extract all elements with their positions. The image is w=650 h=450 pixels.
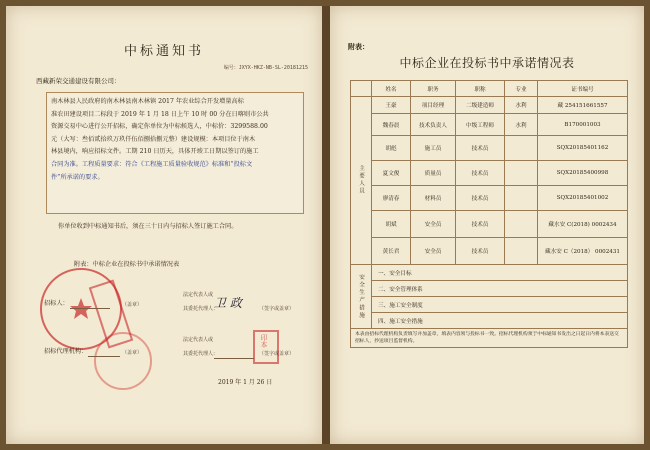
staff-cert: B170001003 (538, 114, 628, 136)
staff-role: 技术负责人 (411, 114, 456, 136)
staff-name: 廖清春 (372, 186, 411, 211)
body-line: 元（大写：叁佰贰拾玖万玖仟伍佰捌拾捌元整）建设规模：本项目位于南木 (51, 135, 256, 143)
header-role: 职务 (411, 81, 456, 97)
staff-name: 王豪 (372, 97, 411, 114)
tenderer-label: 招标人： (44, 300, 69, 307)
binding-gutter (322, 6, 330, 444)
body-line: 南木林县人民政府的南木林县南木林镇 2017 年农业综合开发增量高标 (51, 98, 244, 105)
body-line: 林县境内，响应招标文件。工期 210 日历天，具体开竣工日期以签订的施工 (51, 148, 259, 156)
award-notice-page (6, 6, 322, 444)
staff-title: 技术员 (456, 161, 505, 186)
document-number: 编号：JXYX-HKZ-NB-SL-20181215 (223, 65, 308, 71)
authorized-agent-label: 其委托代理人： (183, 306, 219, 312)
safety-item: 一、安全目标 (372, 265, 628, 281)
addressee: 西藏新荣交通建设有限公司： (36, 77, 121, 85)
safety-row (351, 281, 628, 297)
contract-instruction: 你单位收到中标通知书后，须在三十日内与招标人签订施工合同。 (58, 223, 238, 230)
body-line: 准农田建设项目二标段于 2019 年 1 月 18 日上午 10 时 00 分在日喀则市公共 (51, 110, 269, 118)
table-header-row (351, 81, 628, 97)
header-title: 职称 (456, 81, 505, 97)
table-row (351, 161, 628, 186)
staff-cert: SQX20185401162 (538, 136, 628, 161)
staff-title: 技术员 (456, 238, 505, 265)
safety-item: 三、施工安全制度 (372, 297, 628, 313)
staff-role: 安全员 (411, 238, 456, 265)
commitment-table (350, 80, 628, 348)
staff-major (505, 186, 538, 211)
staff-title: 技术员 (456, 186, 505, 211)
table-row (351, 238, 628, 265)
table-row (351, 136, 628, 161)
safety-item: 四、施工安全措施 (372, 313, 628, 329)
table-row (351, 211, 628, 238)
body-line: 资源交易中心进行公开招标，确定你单位为中标候选人，中标价：3299588.00 (51, 123, 268, 131)
staff-name: 魏春晨 (372, 114, 411, 136)
page-title: 中标通知书 (123, 44, 204, 59)
legal-rep-label: 法定代表人或 (183, 292, 214, 298)
staff-role: 施工员 (411, 136, 456, 161)
staff-title: 技术员 (456, 211, 505, 238)
safety-row (351, 297, 628, 313)
agent2-line (214, 358, 254, 359)
staff-name: 胡彪 (372, 136, 411, 161)
staff-cert: SQX20185400998 (538, 161, 628, 186)
safety-group-label: 安全生产措施 (351, 265, 372, 329)
tenderer-line (70, 308, 110, 309)
legal-rep2-label: 法定代表人或 (183, 337, 214, 343)
staff-major (505, 161, 538, 186)
signature-note: （签字或盖章） (259, 306, 295, 312)
header-major: 专业 (505, 81, 538, 97)
safety-row (351, 313, 628, 329)
signature: 卫 政 (214, 296, 242, 310)
annex-label: 附表： (348, 42, 369, 51)
staff-name: 胡斌 (372, 211, 411, 238)
agency-line (88, 356, 120, 357)
staff-cert: SQX20185401002 (538, 186, 628, 211)
staff-major: 水利 (505, 97, 538, 114)
staff-title: 二级建造师 (456, 97, 505, 114)
notice-body (46, 92, 304, 214)
rect-stamp-text: 印本 (260, 334, 268, 348)
body-line: 件”所承诺的要求。 (51, 173, 104, 181)
safety-item: 二、安全管理体系 (372, 281, 628, 297)
note-row (351, 329, 628, 348)
staff-title: 技术员 (456, 136, 505, 161)
staff-cert: 藏 254151661557 (538, 97, 628, 114)
attachment-line: 附表：中标企业在投标书中承诺情况表 (74, 261, 180, 268)
staff-cert: 藏水安 C（2018） 0002431 (538, 238, 628, 265)
safety-row (351, 265, 628, 281)
table-note: 本表由招标代理机构负责填写并加盖章，填表内容须与投标书一致。招标代理机构须于中标通知书发出之日起日内将本表送交招标人，抄送项目监督机构。 (351, 329, 628, 348)
authorized-agent2-label: 其委托代理人： (183, 351, 219, 357)
staff-role: 项目经理 (411, 97, 456, 114)
staff-major (505, 136, 538, 161)
agency-seal-note: （盖章） (122, 350, 143, 356)
table-row (351, 114, 628, 136)
staff-cert: 藏水安 C(2018) 0002434 (538, 211, 628, 238)
staff-major: 水利 (505, 114, 538, 136)
signature2-note: （签字或盖章） (259, 351, 295, 357)
staff-group-label: 主要人员 (351, 97, 372, 265)
header-cert: 证书编号 (538, 81, 628, 97)
staff-name: 夏文俊 (372, 161, 411, 186)
tenderer-seal-note: （盖章） (122, 302, 143, 308)
commitment-table-page (330, 6, 644, 444)
staff-major (505, 238, 538, 265)
agency-label: 招标代理机构： (44, 348, 88, 355)
header-name: 姓名 (372, 81, 411, 97)
staff-role: 安全员 (411, 211, 456, 238)
staff-title: 中级工程师 (456, 114, 505, 136)
body-line: 合同为准。工程质量要求：符合《工程施工质量验收规范》标准和“投标文 (51, 160, 253, 168)
rect-stamp (253, 330, 279, 364)
staff-role: 材料员 (411, 186, 456, 211)
table-row (351, 97, 628, 114)
staff-name: 黄长君 (372, 238, 411, 265)
corner-cell (351, 81, 372, 97)
table-title: 中标企业在投标书中承诺情况表 (399, 56, 575, 70)
table-row (351, 186, 628, 211)
staff-role: 质量员 (411, 161, 456, 186)
issue-date: 2019 年 1 月 26 日 (218, 379, 273, 386)
staff-major (505, 211, 538, 238)
